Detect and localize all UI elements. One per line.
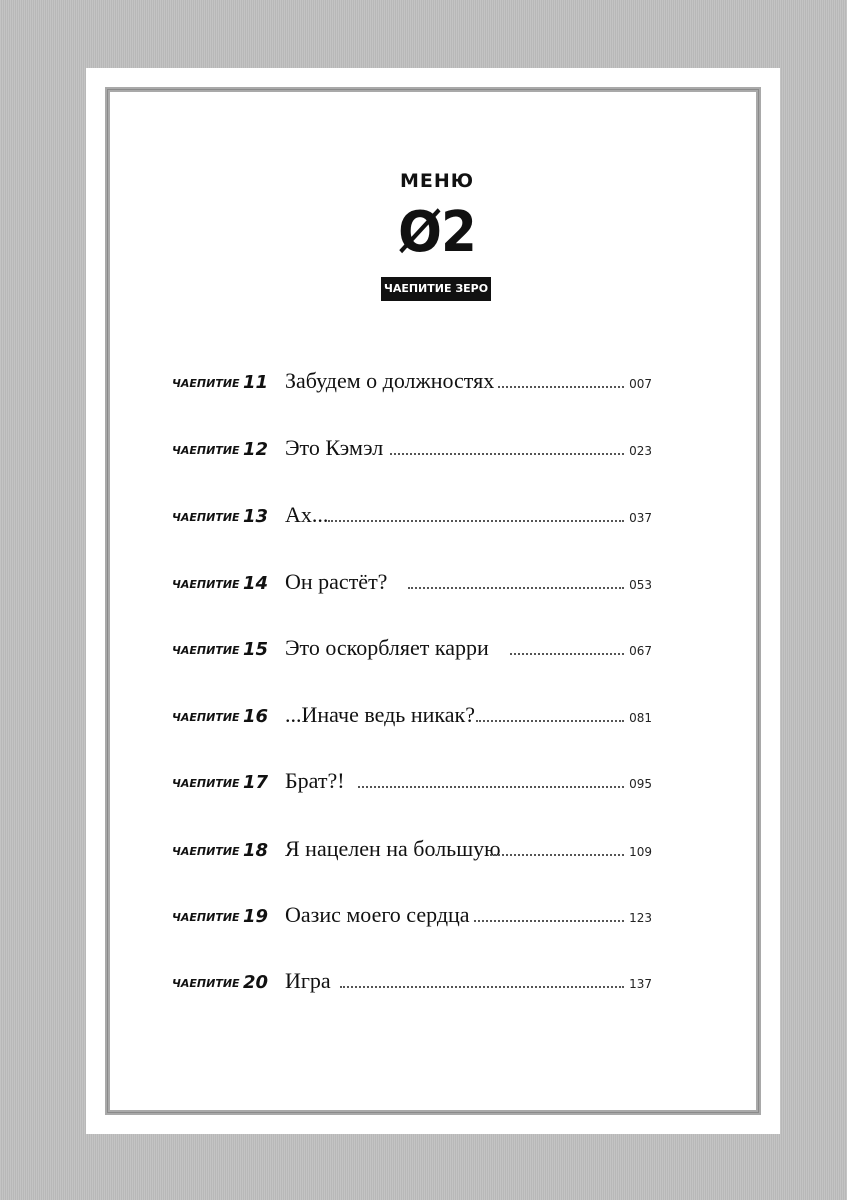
chapter-title: Это Кэмэл (285, 435, 384, 460)
chapter-page: 023 (629, 444, 652, 458)
chapter-page: 081 (629, 711, 652, 725)
chapter-number: 18 (243, 840, 269, 861)
chapter-title: Я нацелен на большую (285, 836, 501, 861)
chapter-title: Ах... (285, 502, 329, 527)
chapter-number: 17 (243, 772, 269, 793)
dot-leader (408, 587, 624, 589)
series-badge: ЧАЕПИТИЕ ЗЕРО (381, 277, 491, 301)
chapter-page: 095 (629, 777, 652, 791)
toc-entry-12[interactable] (172, 431, 652, 461)
dot-leader (476, 720, 624, 722)
chapter-label: ЧАЕПИТИЕ (172, 644, 240, 657)
chapter-number: 14 (243, 573, 269, 594)
chapter-label: ЧАЕПИТИЕ (172, 911, 240, 924)
chapter-page: 053 (629, 578, 652, 592)
chapter-number: 13 (243, 506, 269, 527)
dot-leader (340, 986, 624, 988)
chapter-page: 007 (629, 377, 652, 391)
dot-leader (390, 453, 624, 455)
dot-leader (510, 653, 624, 655)
chapter-label: ЧАЕПИТИЕ (172, 578, 240, 591)
chapter-label: ЧАЕПИТИЕ (172, 777, 240, 790)
chapter-page: 137 (629, 977, 652, 991)
dot-leader (498, 386, 624, 388)
toc-entry-19[interactable] (172, 898, 652, 928)
chapter-label: ЧАЕПИТИЕ (172, 977, 240, 990)
dot-leader (358, 786, 624, 788)
toc-entry-17[interactable] (172, 764, 652, 794)
toc-entry-11[interactable] (172, 364, 652, 394)
chapter-number: 19 (243, 906, 269, 927)
chapter-page: 037 (629, 511, 652, 525)
toc-entry-13[interactable] (172, 498, 652, 528)
chapter-number: 11 (243, 372, 269, 393)
chapter-title: ...Иначе ведь никак? (285, 702, 475, 727)
chapter-label: ЧАЕПИТИЕ (172, 444, 240, 457)
dot-leader (474, 920, 624, 922)
chapter-page: 067 (629, 644, 652, 658)
toc-entry-20[interactable] (172, 964, 652, 994)
toc-entry-15[interactable] (172, 631, 652, 661)
chapter-title: Брат?! (285, 768, 345, 793)
chapter-title: Оазис моего сердца (285, 902, 470, 927)
volume-number: Ø2 (398, 200, 476, 265)
chapter-number: 15 (243, 639, 269, 660)
dot-leader (328, 520, 624, 522)
chapter-title: Он растёт? (285, 569, 388, 594)
chapter-label: ЧАЕПИТИЕ (172, 511, 240, 524)
menu-heading: МЕНЮ (399, 170, 475, 192)
chapter-title: Игра (285, 968, 331, 993)
chapter-number: 20 (243, 972, 269, 993)
chapter-number: 16 (243, 706, 269, 727)
chapter-label: ЧАЕПИТИЕ (172, 377, 240, 390)
chapter-title: Забудем о должностях (285, 368, 495, 393)
dot-leader (490, 854, 624, 856)
toc-entry-14[interactable] (172, 565, 652, 595)
chapter-page: 109 (629, 845, 652, 859)
chapter-label: ЧАЕПИТИЕ (172, 845, 240, 858)
chapter-page: 123 (629, 911, 652, 925)
chapter-number: 12 (243, 439, 269, 460)
toc-entry-18[interactable] (172, 832, 652, 862)
chapter-title: Это оскорбляет карри (285, 635, 489, 660)
chapter-label: ЧАЕПИТИЕ (172, 711, 240, 724)
toc-entry-16[interactable] (172, 698, 652, 728)
